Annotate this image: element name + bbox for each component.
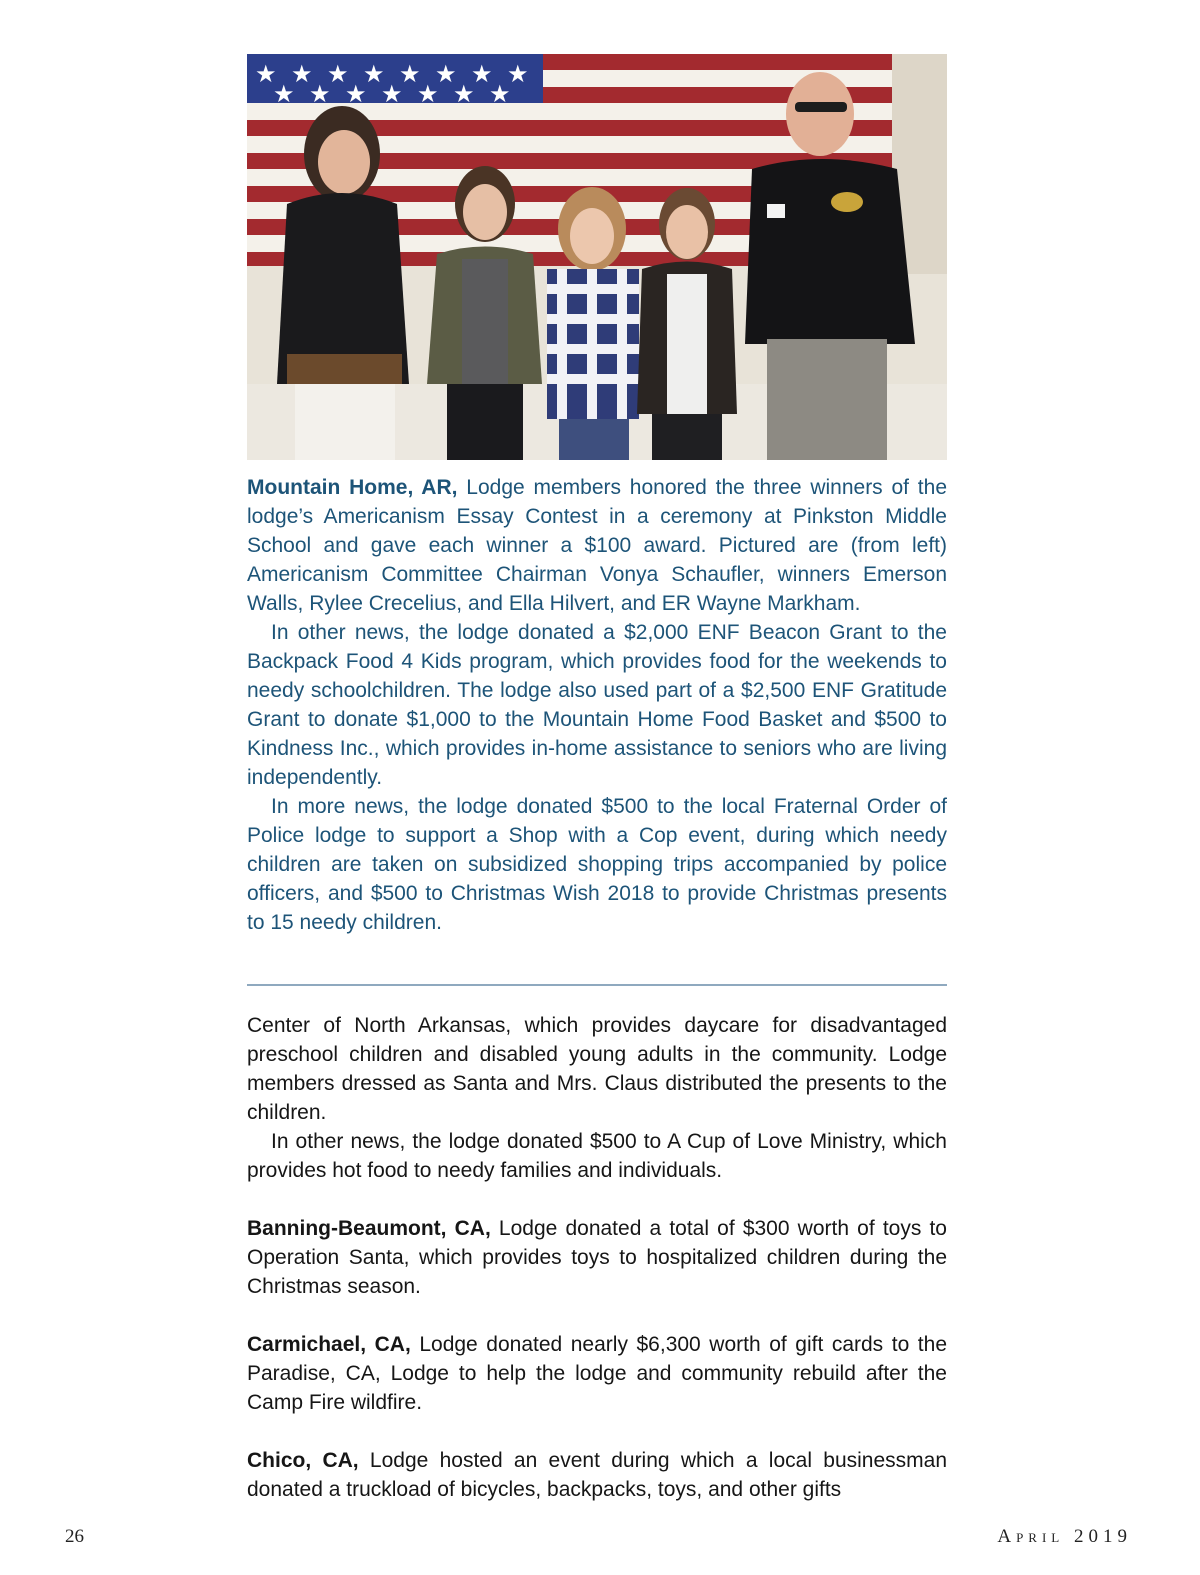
carmichael-lodge-name: Carmichael, CA, — [247, 1333, 411, 1356]
caption-paragraph-2: In other news, the lodge donated a $2,000 ENF Beacon Grant to the Backpack Food 4 Kids program, which provides food for the weekends to needy schoolchildren. The lodge also used part of a $2,500 ENF Gratitude Grant to donate $1,000 to the Mountain Home Food Basket and $500 to Kindness Inc., which provides in-home assistance to seniors who are living independently. — [247, 621, 947, 789]
spacer — [247, 1185, 947, 1214]
spacer — [247, 1417, 947, 1446]
svg-text:★: ★ — [507, 60, 529, 88]
article-body — [247, 1011, 947, 1504]
spacer — [247, 1301, 947, 1330]
svg-text:★: ★ — [273, 80, 295, 108]
svg-text:★: ★ — [399, 60, 421, 88]
svg-text:★: ★ — [345, 80, 367, 108]
caption-paragraph-3: In more news, the lodge donated $500 to the local Fraternal Order of Police lodge to support a Shop with a Cop event, during which needy children are taken on subsidized shopping trips accompanied by police officers, and $500 to Christmas Wish 2018 to provide Christmas presents to 15 needy children. — [247, 795, 947, 934]
body-paragraph-1: Center of North Arkansas, which provides daycare for disadvantaged preschool children and disabled young adults in the community. Lodge members dressed as Santa and Mrs. Claus distributed the presents to the children. — [247, 1014, 947, 1124]
group-photo — [247, 54, 947, 460]
caption-paragraph-1-text: Lodge members honored the three winners of the lodge’s Americanism Essay Contest in a ceremony at Pinkston Middle School and gave each winner a $100 award. Pictured are (from left) Americanism Committee Chairman Vonya Schaufler, winners Emerson Walls, Rylee Crecelius, and Ella Hilvert, and ER Wayne Markham. — [247, 476, 947, 615]
banning-beaumont-item — [247, 1214, 947, 1301]
svg-text:★: ★ — [255, 60, 277, 88]
person-3 — [547, 187, 639, 460]
banning-beaumont-text: Lodge donated a total of $300 worth of toys to Operation Santa, which provides toys to hospitalized children during the Christmas season. — [247, 1217, 947, 1298]
chico-lodge-name: Chico, CA, — [247, 1449, 359, 1472]
carmichael-item — [247, 1330, 947, 1417]
banning-beaumont-lodge-name: Banning-Beaumont, CA, — [247, 1217, 491, 1240]
chico-text: Lodge hosted an event during which a local businessman donated a truckload of bicycles, backpacks, toys, and other gifts — [247, 1449, 948, 1501]
caption-paragraph-1 — [247, 473, 947, 618]
page-number: 26 — [65, 1526, 84, 1547]
svg-text:★: ★ — [417, 80, 439, 108]
section-divider — [247, 984, 947, 986]
issue-date: April 2019 — [997, 1526, 1132, 1547]
body-paragraph-2: In other news, the lodge donated $500 to A Cup of Love Ministry, which provides hot food to needy families and individuals. — [247, 1130, 947, 1182]
svg-text:★: ★ — [381, 80, 403, 108]
photo-caption — [247, 473, 947, 937]
svg-text:★: ★ — [471, 60, 493, 88]
svg-text:★: ★ — [291, 60, 313, 88]
svg-text:★: ★ — [327, 60, 349, 88]
svg-text:★: ★ — [363, 60, 385, 88]
chico-item — [247, 1446, 947, 1504]
svg-text:★: ★ — [453, 80, 475, 108]
svg-text:★: ★ — [489, 80, 511, 108]
caption-lodge-name: Mountain Home, AR, — [247, 476, 458, 499]
svg-text:★: ★ — [435, 60, 457, 88]
photo-illustration — [247, 54, 947, 460]
carmichael-text: Lodge donated nearly $6,300 worth of gift cards to the Paradise, CA, Lodge to help the lodge and community rebuild after the Camp Fire wildfire. — [247, 1333, 947, 1414]
svg-text:★: ★ — [309, 80, 331, 108]
